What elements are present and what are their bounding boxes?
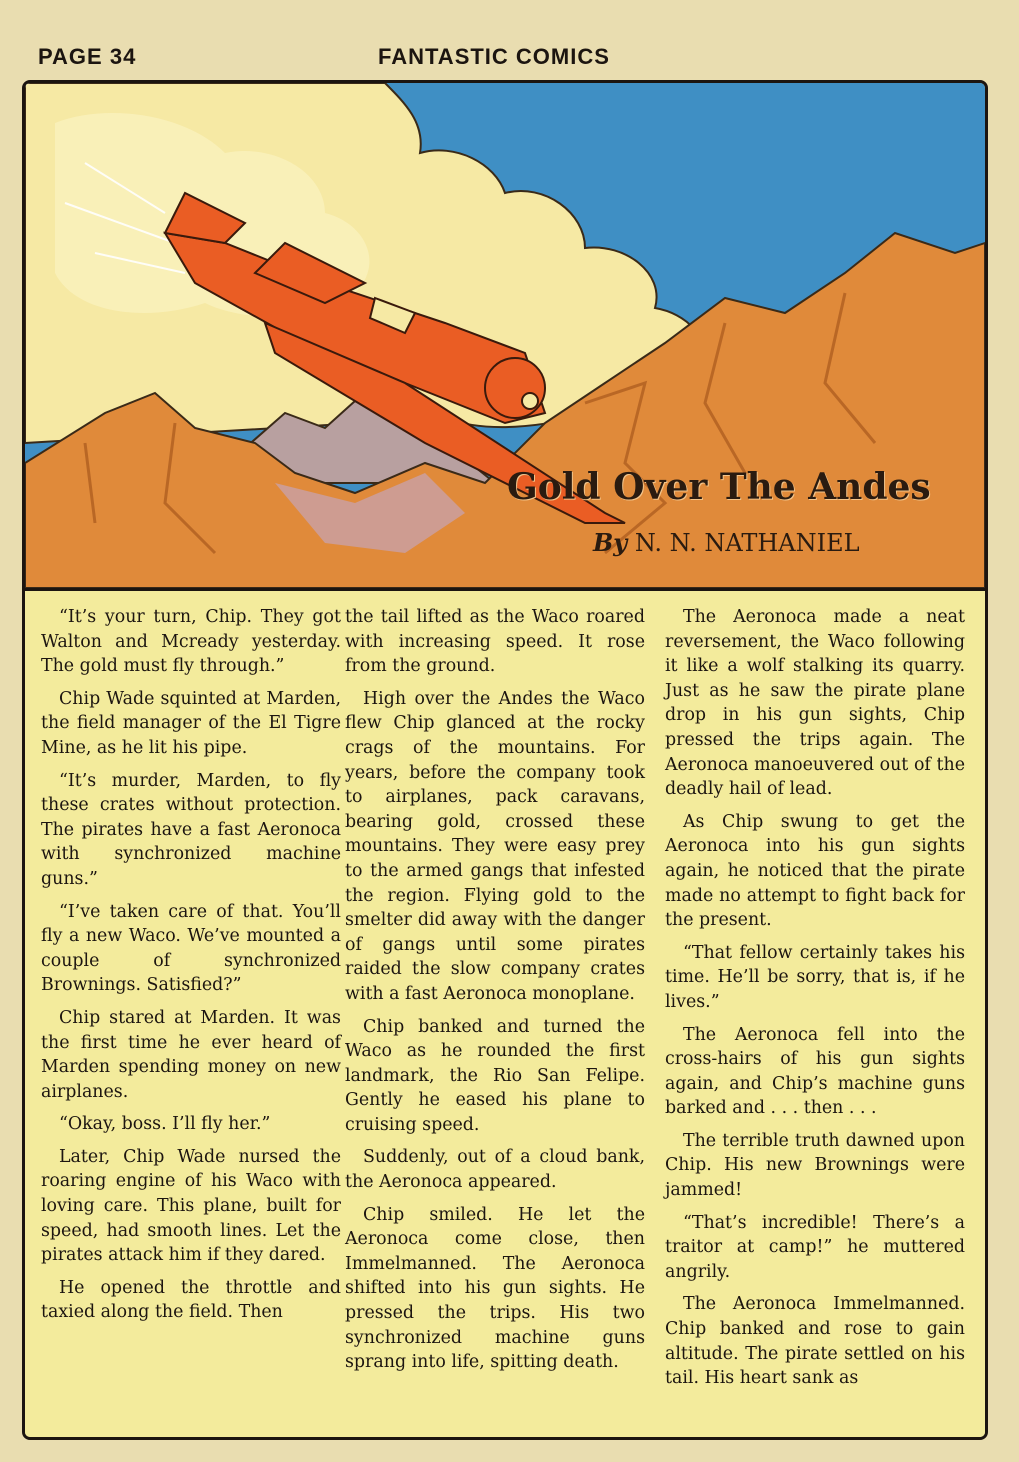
paragraph: “Okay, boss. I’ll fly her.”: [59, 1114, 271, 1135]
airplane-over-mountains-illustration: [25, 83, 985, 588]
paragraph: High over the Andes the Waco flew Chip glanced at the rocky crags of the mountains. For years, before the company took to airplanes, pack caravans, bearing gold, crossed these mountains. They were easy prey to the armed gangs that infested the region. Flying gold to the smelter did away with the danger of gangs until some pirates raided the slow company crates with a fast Aeronoca monoplane.: [345, 688, 645, 1004]
paragraph: The Aeronoca fell into the cross-hairs of his gun sights again, and Chip’s machine guns barked and . . . then . . .: [665, 1024, 965, 1119]
text-column-2: [345, 605, 645, 1383]
story-author: N. N. NATHANIEL: [634, 529, 860, 557]
story-frame: [22, 80, 988, 1440]
plane-cowling: [485, 358, 545, 418]
paragraph: Chip smiled. He let the Aeronoca come close, then Immelmanned. The Aeronoca shifted into his gun sights. He pressed the trips. His two synchronized machine guns sprang into life, spitting death.: [345, 1204, 645, 1373]
paragraph: Chip banked and turned the Waco as he rounded the first landmark, the Rio San Felipe. Gently he eased his plane to cruising speed.: [345, 1016, 645, 1135]
paragraph: “It’s your turn, Chip. They got Walton and Mcready yesterday. The gold must fly through.”: [41, 607, 341, 677]
page-number: PAGE 34: [38, 44, 137, 69]
paragraph: “That’s incredible! There’s a traitor at camp!” he muttered angrily.: [665, 1212, 965, 1282]
publication-title: FANTASTIC COMICS: [378, 44, 610, 69]
byline-prefix: By: [593, 528, 628, 557]
paragraph: The terrible truth dawned upon Chip. His new Brownings were jammed!: [665, 1130, 965, 1201]
paragraph: Chip Wade squinted at Marden, the field manager of the El Tigre Mine, as he lit his pipe.: [41, 688, 341, 758]
paragraph: “I’ve taken care of that. You’ll fly a new Waco. We’ve mounted a couple of synchronized Brownings. Satisfied?”: [41, 901, 341, 996]
paragraph: Chip stared at Marden. It was the first time he ever heard of Marden spending money on new airplanes.: [41, 1007, 341, 1102]
paragraph: Suddenly, out of a cloud bank, the Aeronoca appeared.: [345, 1147, 645, 1193]
story-byline: [593, 528, 953, 557]
paragraph: “It’s murder, Marden, to fly these crates without protection. The pirates have a fast Aeronoca with synchronized machine guns.”: [41, 770, 341, 889]
paragraph: “That fellow certainly takes his time. He’ll be sorry, that is, if he lives.”: [665, 942, 965, 1012]
page-header: [38, 44, 638, 74]
paragraph: The Aeronoca made a neat reversement, the Waco following it like a wolf stalking its quarry. Just as he saw the pirate plane drop in his gun sights, Chip pressed the trips again. The Aeronoca manoeuvered out of the deadly hail of lead.: [665, 607, 965, 800]
story-text-panel: [25, 588, 985, 1440]
text-column-1: [41, 605, 341, 1333]
plane-propeller-hub: [522, 393, 538, 409]
paragraph: As Chip swung to get the Aeronoca into his gun sights again, he noticed that the pirate made no attempt to fight back for the present.: [665, 811, 965, 931]
paragraph: the tail lifted as the Waco roared with increasing speed. It rose from the ground.: [345, 607, 645, 677]
paragraph: The Aeronoca Immelmanned. Chip banked and rose to gain altitude. The pirate settled on his tail. His heart sank as: [665, 1294, 965, 1389]
illustration-panel: [25, 83, 985, 588]
text-column-3: [665, 605, 965, 1399]
paragraph: Later, Chip Wade nursed the roaring engine of his Waco with loving care. This plane, built for speed, had smooth lines. Let the pirates attack him if they dared.: [41, 1146, 341, 1266]
story-title: Gold Over The Andes: [507, 466, 931, 508]
paragraph: He opened the throttle and taxied along the field. Then: [41, 1277, 341, 1323]
